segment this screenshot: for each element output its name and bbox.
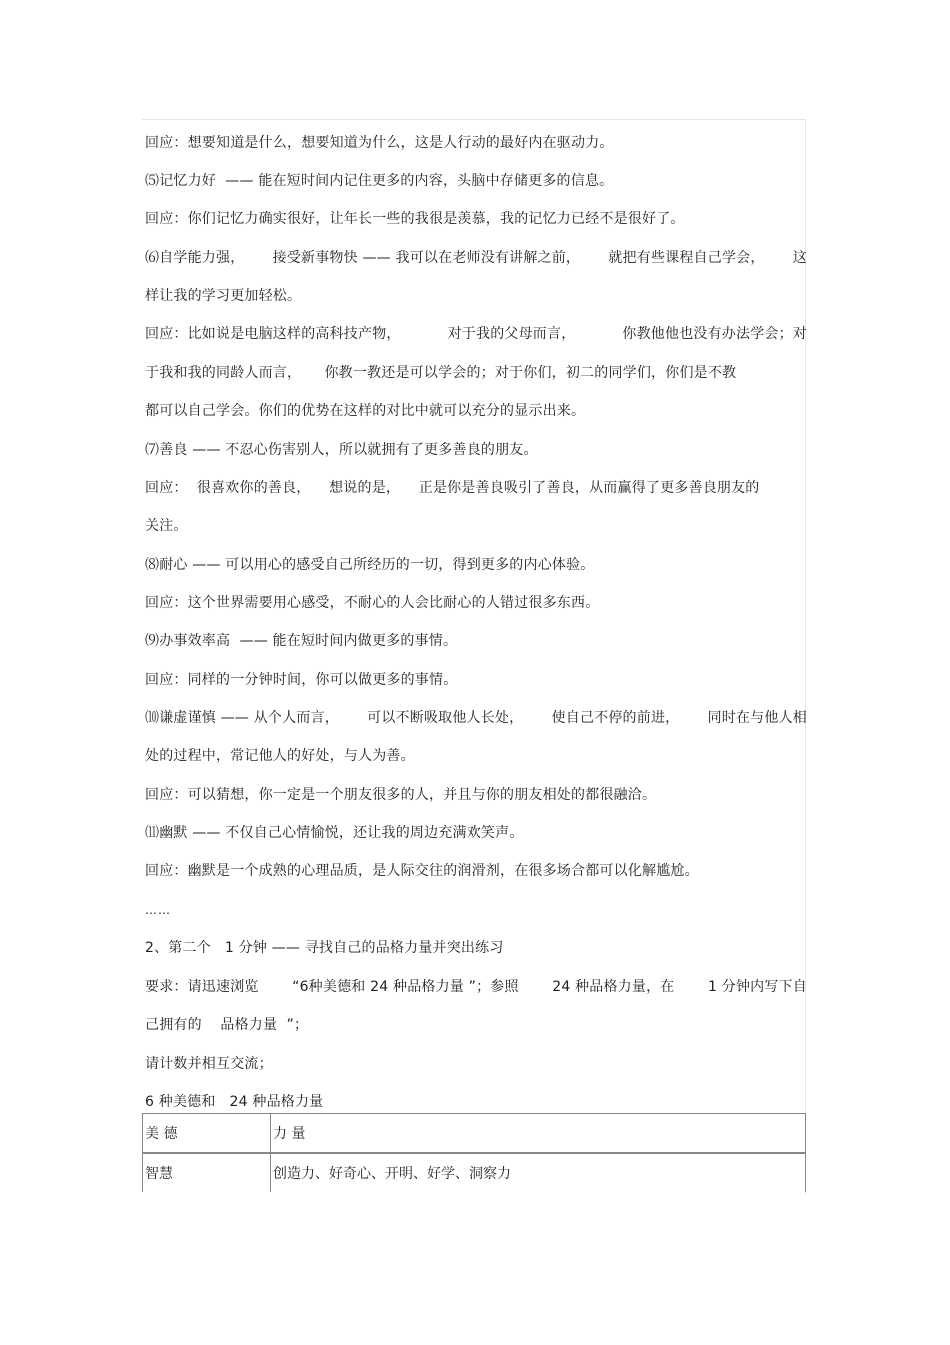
paragraph-line: ⑺善良 —— 不忍心伤害别人，所以就拥有了更多善良的朋友。 [145, 442, 538, 458]
text-segment: ⑽谦虚谨慎 —— 从个人而言， [145, 710, 339, 726]
paragraph-line: 处的过程中，常记他人的好处，与人为善。 [145, 748, 415, 764]
paragraph-line: 回应：幽默是一个成熟的心理品质，是人际交往的润滑剂，在很多场合都可以化解尴尬。 [145, 863, 699, 879]
text-segment: 就把有些课程自己学会， [608, 250, 765, 266]
paragraph-line: 回应：同样的一分钟时间，你可以做更多的事情。 [145, 672, 458, 688]
text-segment: 使自己不停的前进， [551, 710, 680, 726]
table-cell: 智慧 [143, 1153, 271, 1192]
text-segment: 对于我的父母而言， [447, 326, 576, 342]
paragraph-line: 回应： 很喜欢你的善良， 想说的是， 正是你是善良吸引了善良，从而赢得了更多善良朋友的 [145, 480, 760, 496]
text-segment: 可以不断吸取他人长处， [367, 710, 524, 726]
table-header-cell: 力 量 [271, 1114, 806, 1154]
text-segment: ⑹自学能力强， [145, 250, 245, 266]
paragraph-line: 2、第二个 1 分钟 —— 寻找自己的品格力量并突出练习 [145, 940, 504, 956]
paragraph-line: 己拥有的 品格力量 ”； [145, 1017, 309, 1033]
text-segment: 同时在与他人相 [707, 710, 807, 726]
paragraph-line [145, 324, 807, 344]
paragraph-line: 回应：可以猜想，你一定是一个朋友很多的人，并且与你的朋友相处的都很融洽。 [145, 787, 657, 803]
text-segment: 1 分钟内写下自 [708, 979, 807, 995]
paragraph-line: 样让我的学习更加轻松。 [145, 288, 302, 304]
paragraph-line: 于我和我的同龄人而言， 你教一教还是可以学会的；对于你们，初二的同学们，你们是不教 [145, 365, 737, 381]
text-segment: 要求：请迅速浏览 [145, 979, 259, 995]
paragraph-line: ⑾幽默 —— 不仅自己心情愉悦，还让我的周边充满欢笑声。 [145, 825, 524, 841]
text-segment: 这 [792, 250, 807, 266]
text-segment: 回应：比如说是电脑这样的高科技产物， [145, 326, 401, 342]
paragraph-line: 回应：想要知道是什么，想要知道为什么，这是人行动的最好内在驱动力。 [145, 135, 614, 151]
paragraph-line [145, 977, 807, 997]
virtues-table [142, 1113, 806, 1192]
paragraph-line: ⑻耐心 —— 可以用心的感受自己所经历的一切，得到更多的内心体验。 [145, 557, 595, 573]
paragraph-line: ⑼办事效率高 —— 能在短时间内做更多的事情。 [145, 633, 458, 649]
paragraph-line: 6 种美德和 24 种品格力量 [145, 1094, 324, 1110]
table-row [143, 1153, 806, 1192]
paragraph-line: 都可以自己学会。你们的优势在这样的对比中就可以充分的显示出来。 [145, 403, 586, 419]
paragraph-line: ⑸记忆力好 —— 能在短时间内记住更多的内容，头脑中存储更多的信息。 [145, 173, 614, 189]
text-segment: 你教他他也没有办法学会；对 [622, 326, 807, 342]
table-cell: 创造力、好奇心、开明、好学、洞察力 [271, 1153, 806, 1192]
text-segment: 接受新事物快 —— 我可以在老师没有讲解之前， [272, 250, 581, 266]
text-segment: “6种美德和 24 种品格力量 ”；参照 [292, 979, 519, 995]
paragraph-line: 回应：你们记忆力确实很好，让年长一些的我很是羡慕，我的记忆力已经不是很好了。 [145, 211, 685, 227]
paragraph-line [145, 708, 807, 728]
table-header-cell: 美 德 [143, 1114, 271, 1154]
table-header-row [143, 1114, 806, 1154]
ellipsis-line: …… [145, 903, 171, 917]
text-segment: 24 种品格力量，在 [552, 979, 675, 995]
paragraph-line: 回应：这个世界需要用心感受，不耐心的人会比耐心的人错过很多东西。 [145, 595, 600, 611]
paragraph-line: 请计数并相互交流； [145, 1056, 273, 1072]
paragraph-line [145, 248, 807, 268]
paragraph-line: 关注。 [145, 518, 188, 534]
